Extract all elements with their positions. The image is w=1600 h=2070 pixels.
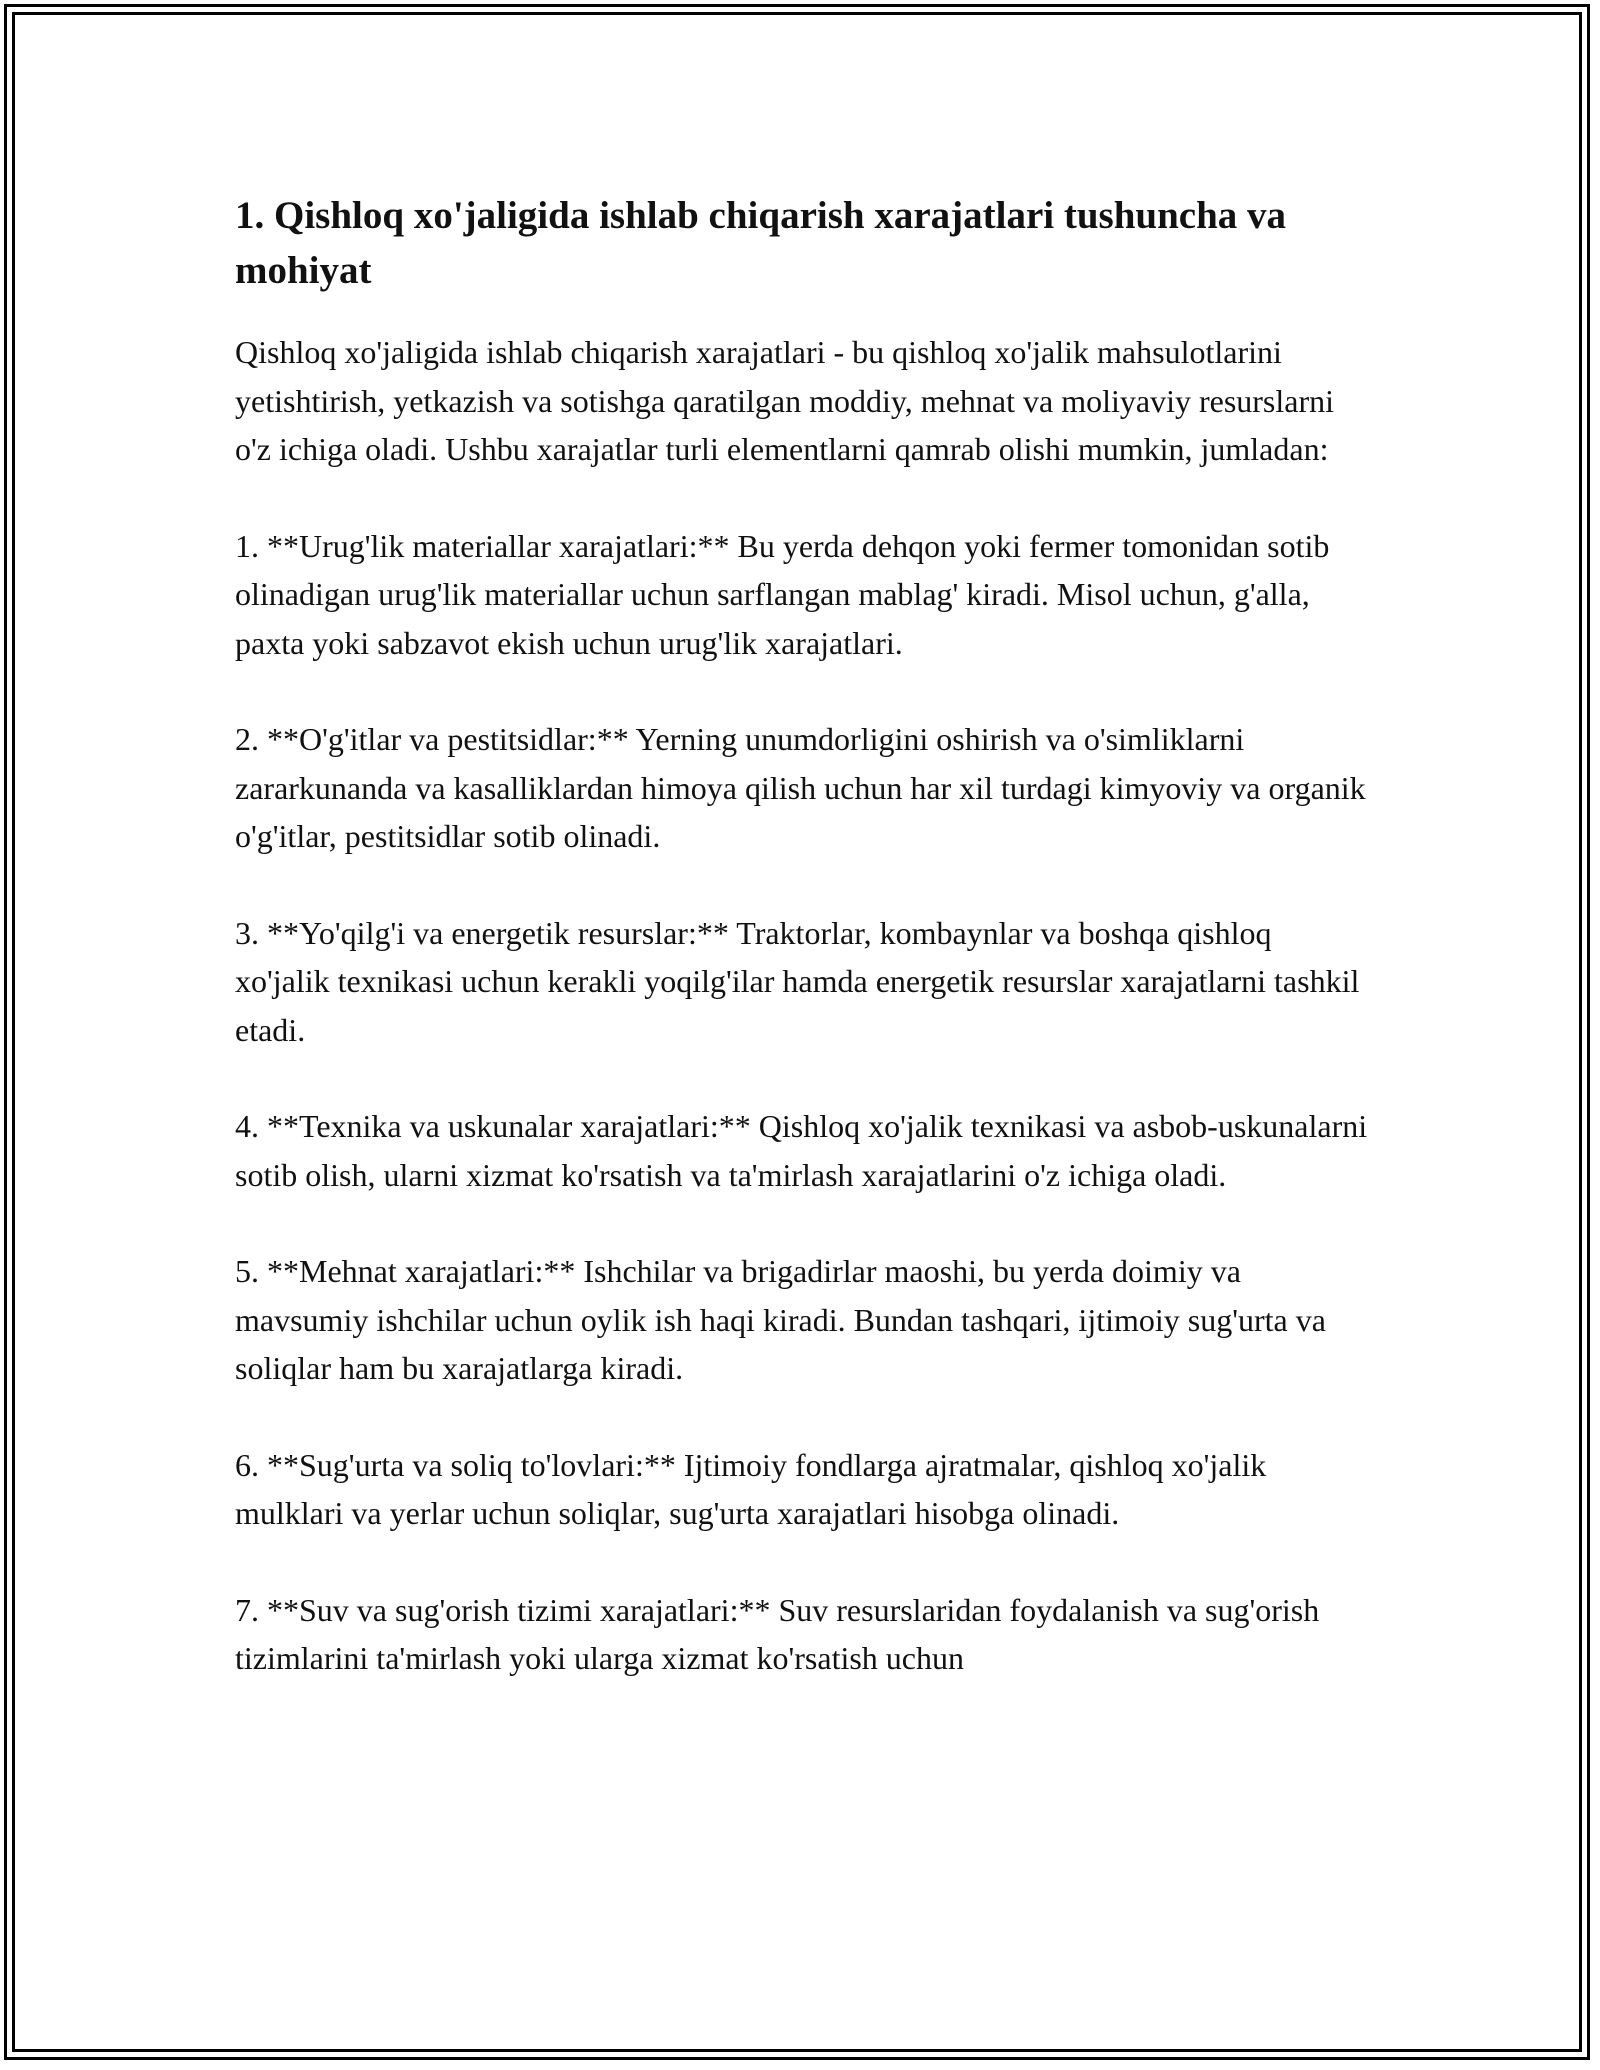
list-item-6: 6. **Sug'urta va soliq to'lovlari:** Ijtimoiy fondlarga ajratmalar, qishloq xo'jalik mulklari va yerlar uchun soliqlar, sug'urta xarajatlari hisobga olinadi. xyxy=(235,1446,1267,1531)
intro-paragraph: Qishloq xo'jaligida ishlab chiqarish xarajatlari - bu qishloq xo'jalik mahsulotlarini yetishtirish, yetkazish va sotishga qaratilgan moddiy, mehnat va moliyaviy resurslarni o'z ichiga oladi. Ushbu xarajatlar turli elementlarni qamrab olishi mumkin, jumladan: xyxy=(235,334,1335,467)
list-item-1: 1. **Urug'lik materiallar xarajatlari:** Bu yerda dehqon yoki fermer tomonidan sotib olinadigan urug'lik materiallar uchun sarflangan mablag' kiradi. Misol uchun, g'alla, paxta yoki sabzavot ekish uchun urug'lik xarajatlari. xyxy=(235,527,1330,661)
document-body xyxy=(235,188,1370,1731)
list-item-7: 7. **Suv va sug'orish tizimi xarajatlari:** Suv resurslaridan foydalanish va sug'orish tizimlarini ta'mirlash yoki ularga xizmat ko'rsatish uchun xyxy=(235,1591,1320,1676)
list-item-5: 5. **Mehnat xarajatlari:** Ishchilar va brigadirlar maoshi, bu yerda doimiy va mavsumiy ishchilar uchun oylik ish haqi kiradi. Bundan tashqari, ijtimoiy sug'urta va soliqlar ham bu xarajatlarga kiradi. xyxy=(235,1253,1326,1386)
section-heading: 1. Qishloq xo'jaligida ishlab chiqarish xarajatlari tushuncha va mohiyat xyxy=(235,194,1287,292)
list-item-2: 2. **O'g'itlar va pestitsidlar:** Yerning unumdorligini oshirish va o'simliklarni zararkunanda va kasalliklardan himoya qilish uchun har xil turdagi kimyoviy va organik o'g'itlar, pestitsidlar sotib olinadi. xyxy=(235,721,1366,854)
list-item-3: 3. **Yo'qilg'i va energetik resurslar:** Traktorlar, kombaynlar va boshqa qishloq xo'jalik texnikasi uchun kerakli yoqilg'ilar hamda energetik resurslar xarajatlarni tashkil etadi. xyxy=(235,914,1360,1048)
list-item-4: 4. **Texnika va uskunalar xarajatlari:** Qishloq xo'jalik texnikasi va asbob-uskunalarni sotib olish, ularni xizmat ko'rsatish va ta'mirlash xarajatlarini o'z ichiga oladi. xyxy=(235,1108,1368,1193)
